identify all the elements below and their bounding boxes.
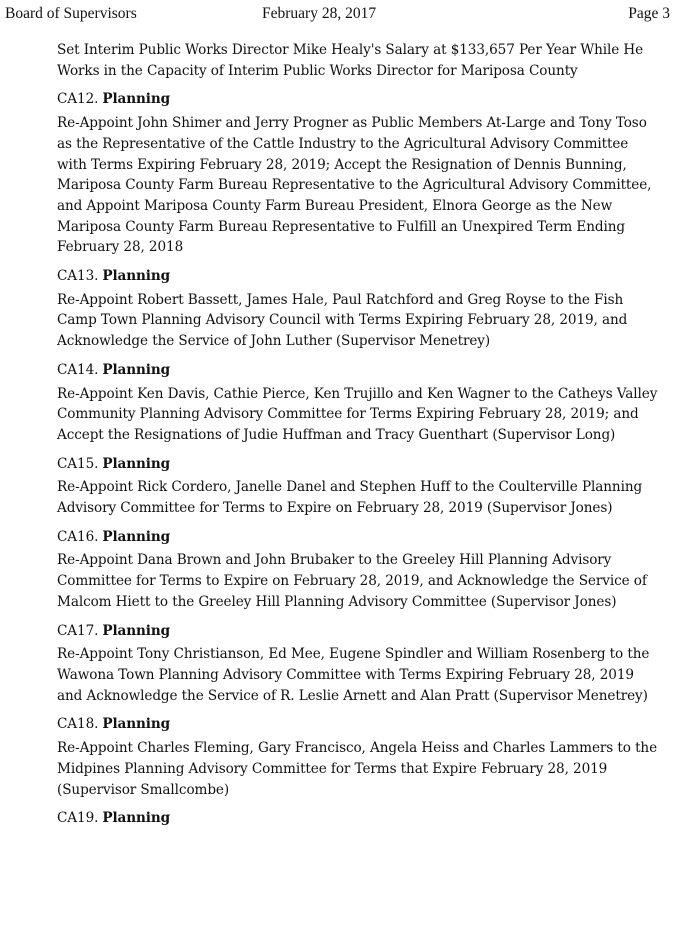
agenda-item-number: CA15. xyxy=(57,455,99,472)
page-header xyxy=(5,4,670,24)
agenda-item-ca17 xyxy=(57,621,662,707)
agenda-item-department: Planning xyxy=(102,622,171,639)
agenda-item-number: CA18. xyxy=(57,716,99,733)
agenda-item-department: Planning xyxy=(102,455,171,472)
agenda-content xyxy=(57,40,662,832)
agenda-item-ca12 xyxy=(57,89,662,258)
agenda-item-ca15 xyxy=(57,454,662,519)
header-date: February 28, 2017 xyxy=(262,5,377,22)
agenda-item-heading xyxy=(57,621,662,642)
agenda-item-heading xyxy=(57,360,662,381)
agenda-item-heading xyxy=(57,454,662,475)
agenda-item-ca19 xyxy=(57,808,662,829)
agenda-item-number: CA19. xyxy=(57,810,99,827)
agenda-item-ca16 xyxy=(57,527,662,613)
agenda-item-department: Planning xyxy=(102,91,171,108)
agenda-item-text: Re-Appoint Robert Bassett, James Hale, Paul Ratchford and Greg Royse to the Fish Camp Town Planning Advisory Council with Terms Expiring February 28, 2019, and Acknowledge the Service of John Luther (Supervisor Menetrey) xyxy=(57,291,628,350)
agenda-item-department: Planning xyxy=(102,361,171,378)
intro-paragraph: Set Interim Public Works Director Mike Healy's Salary at $133,657 Per Year While He Works in the Capacity of Interim Public Works Director for Mariposa County xyxy=(57,42,644,79)
agenda-item-text: Re-Appoint Charles Fleming, Gary Francisco, Angela Heiss and Charles Lammers to the Midpines Planning Advisory Committee for Terms that Expire February 28, 2019 (Supervisor Smallcombe) xyxy=(57,740,658,798)
agenda-item-ca14 xyxy=(57,360,662,446)
agenda-item-number: CA14. xyxy=(57,361,99,378)
agenda-item-number: CA13. xyxy=(57,268,99,285)
agenda-item-text: Re-Appoint John Shimer and Jerry Progner as Public Members At-Large and Tony Toso as the Representative of the Cattle Industry to the Agricultural Advisory Committee with Terms Expiring February 28, 2019; Accept the Resignation of Dennis Bunning, Mariposa County Farm Bureau Representative to the Agricultural Advisory Committee, and Appoint Mariposa County Farm Bureau President, Elnora George as the New Mariposa County Farm Bureau Representative to Fulfill an Unexpired Term Ending February 28, 2018 xyxy=(57,115,652,256)
agenda-item-text: Re-Appoint Rick Cordero, Janelle Danel and Stephen Huff to the Coulterville Planning Advisory Committee for Terms to Expire on February 28, 2019 (Supervisor Jones) xyxy=(57,479,643,517)
header-page-number: Page 3 xyxy=(628,5,670,22)
agenda-item-ca18 xyxy=(57,714,662,800)
agenda-item-department: Planning xyxy=(102,810,171,827)
agenda-item-number: CA12. xyxy=(57,91,99,108)
agenda-item-text: Re-Appoint Ken Davis, Cathie Pierce, Ken Trujillo and Ken Wagner to the Catheys Valley Community Planning Advisory Committee for Terms Expiring February 28, 2019; and Accept the Resignations of Judie Huffman and Tracy Guenthart (Supervisor Long) xyxy=(57,385,658,443)
agenda-item-heading xyxy=(57,89,662,110)
agenda-item-heading xyxy=(57,808,662,829)
agenda-item-text: Re-Appoint Tony Christianson, Ed Mee, Eugene Spindler and William Rosenberg to the Wawona Town Planning Advisory Committee with Terms Expiring February 28, 2019 and Acknowledge the Service of R. Leslie Arnett and Alan Pratt (Supervisor Menetrey) xyxy=(57,646,650,704)
agenda-item-heading xyxy=(57,714,662,735)
agenda-item-department: Planning xyxy=(102,268,171,285)
agenda-item-heading xyxy=(57,266,662,287)
agenda-item-heading xyxy=(57,527,662,548)
agenda-item-number: CA17. xyxy=(57,622,99,639)
header-board-title: Board of Supervisors xyxy=(5,5,137,22)
agenda-item-ca13 xyxy=(57,266,662,352)
agenda-item-department: Planning xyxy=(102,716,171,733)
agenda-item-number: CA16. xyxy=(57,528,99,545)
agenda-item-department: Planning xyxy=(102,528,171,545)
agenda-item-text: Re-Appoint Dana Brown and John Brubaker to the Greeley Hill Planning Advisory Committee for Terms to Expire on February 28, 2019, and Acknowledge the Service of Malcom Hiett to the Greeley Hill Planning Advisory Committee (Supervisor Jones) xyxy=(57,552,647,610)
